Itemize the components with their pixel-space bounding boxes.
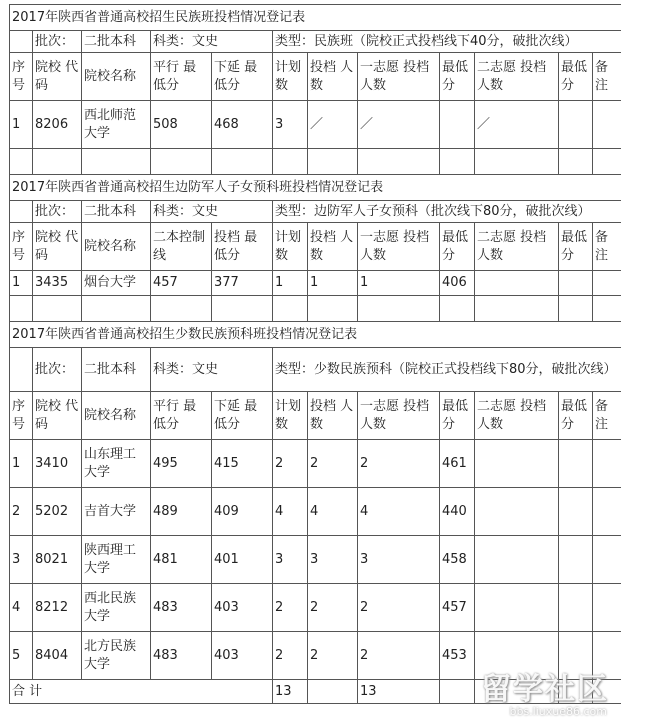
table-cell: 440 (440, 488, 475, 536)
meta-empty-cell (10, 201, 33, 223)
table-cell (559, 536, 593, 584)
table-cell: 陕西理工大学 (82, 536, 151, 584)
table-cell: 489 (151, 488, 212, 536)
table-cell: 1 (10, 440, 33, 488)
table-cell: 403 (212, 632, 273, 680)
total-row (10, 680, 622, 704)
empty-cell (308, 149, 358, 175)
table-cell: 457 (440, 584, 475, 632)
column-header: 序号 (10, 53, 33, 101)
batch-value: 二批本科 (82, 31, 151, 53)
table-cell (559, 440, 593, 488)
column-header: 一志愿 投档人数 (358, 223, 440, 271)
table-cell (593, 536, 622, 584)
table-cell: 2 (358, 440, 440, 488)
column-header: 最低分 (559, 53, 593, 101)
empty-cell (273, 149, 308, 175)
section-title: 2017年陕西省普通高校招生边防军人子女预科班投档情况登记表 (10, 175, 622, 201)
column-header: 最低分 (559, 223, 593, 271)
table-cell: 3 (308, 536, 358, 584)
table-row (10, 271, 622, 296)
table-cell: 西北民族大学 (82, 584, 151, 632)
table-cell: 1 (273, 271, 308, 296)
table-cell: 2 (273, 440, 308, 488)
table-row (10, 101, 622, 149)
column-header: 院校 代码 (33, 53, 82, 101)
column-header: 下延 最低分 (212, 53, 273, 101)
table-cell: 401 (212, 536, 273, 584)
table-cell: 山东理工大学 (82, 440, 151, 488)
batch-label: 批次： (33, 348, 82, 392)
column-header: 二志愿 投档人数 (475, 53, 559, 101)
column-header: 院校名称 (82, 223, 151, 271)
column-header: 平行 最低分 (151, 392, 212, 440)
table-cell (475, 488, 559, 536)
total-first-choice: 13 (358, 680, 440, 704)
column-header: 最低分 (559, 392, 593, 440)
table-cell: 481 (151, 536, 212, 584)
empty-cell (10, 149, 33, 175)
empty-cell (151, 149, 212, 175)
column-header: 备注 (593, 53, 622, 101)
empty-cell (593, 680, 622, 704)
table-cell: 457 (151, 271, 212, 296)
empty-cell (10, 296, 33, 322)
column-header: 院校名称 (82, 53, 151, 101)
table-cell: 3435 (33, 271, 82, 296)
table-cell: 4 (10, 584, 33, 632)
table-cell: 377 (212, 271, 273, 296)
column-header: 序号 (10, 223, 33, 271)
table-cell (559, 271, 593, 296)
table-cell: 483 (151, 584, 212, 632)
table-cell: 3410 (33, 440, 82, 488)
column-header: 投档 最低分 (212, 223, 273, 271)
table-cell: 4 (358, 488, 440, 536)
table-cell: 5202 (33, 488, 82, 536)
table-cell: 1 (10, 271, 33, 296)
column-header: 投档 人数 (308, 223, 358, 271)
table-cell: 5 (10, 632, 33, 680)
empty-cell (82, 149, 151, 175)
table-cell: 北方民族大学 (82, 632, 151, 680)
subject-label: 科类：文史 (151, 348, 273, 392)
column-header: 最低分 (440, 223, 475, 271)
table-cell: 8021 (33, 536, 82, 584)
table-cell: 1 (308, 271, 358, 296)
table-cell: 8404 (33, 632, 82, 680)
column-header: 投档 人数 (308, 392, 358, 440)
table-cell: ／ (358, 101, 440, 149)
batch-label: 批次： (33, 201, 82, 223)
table-cell: 3 (10, 536, 33, 584)
table-cell (593, 584, 622, 632)
table-cell: 4 (308, 488, 358, 536)
empty-cell (308, 680, 358, 704)
table-cell: 458 (440, 536, 475, 584)
column-header: 一志愿 投档人数 (358, 392, 440, 440)
table-cell: 吉首大学 (82, 488, 151, 536)
table-row (10, 440, 622, 488)
empty-cell (358, 296, 440, 322)
table-header-row (10, 223, 622, 271)
empty-cell (593, 149, 622, 175)
meta-empty-cell (10, 31, 33, 53)
empty-cell (475, 296, 559, 322)
section-meta-row (10, 348, 622, 392)
table-cell: 415 (212, 440, 273, 488)
column-header: 最低分 (440, 392, 475, 440)
table-cell (593, 632, 622, 680)
empty-cell (440, 149, 475, 175)
table-cell: ／ (475, 101, 559, 149)
column-header: 院校名称 (82, 392, 151, 440)
section-title-row (10, 175, 622, 201)
table-cell (559, 584, 593, 632)
type-label: 类型：边防军人子女预科（批次线下80分，破批次线） (273, 201, 622, 223)
table-cell: 453 (440, 632, 475, 680)
table-cell: 烟台大学 (82, 271, 151, 296)
subject-label: 科类：文史 (151, 201, 273, 223)
empty-cell (33, 149, 82, 175)
table-cell: 2 (358, 632, 440, 680)
table-cell: ／ (308, 101, 358, 149)
table-cell: 403 (212, 584, 273, 632)
meta-empty-cell (10, 348, 33, 392)
batch-value: 二批本科 (82, 201, 151, 223)
section-meta-row (10, 201, 622, 223)
total-plan: 13 (273, 680, 308, 704)
column-header: 序号 (10, 392, 33, 440)
table-cell: 2 (308, 584, 358, 632)
blank-row (10, 296, 622, 322)
table-row (10, 584, 622, 632)
table-cell: 2 (358, 584, 440, 632)
table-cell (559, 632, 593, 680)
section-meta-row (10, 31, 622, 53)
watermark-url: bbs.liuxue86.com (509, 705, 607, 718)
table-cell: 461 (440, 440, 475, 488)
empty-cell (475, 149, 559, 175)
table-cell: 2 (10, 488, 33, 536)
admission-table (9, 4, 621, 704)
table-cell (593, 440, 622, 488)
table-cell: 2 (308, 440, 358, 488)
table-cell (593, 271, 622, 296)
empty-cell (308, 296, 358, 322)
table-cell (440, 101, 475, 149)
batch-label: 批次： (33, 31, 82, 53)
table-cell: 1 (358, 271, 440, 296)
subject-label: 科类：文史 (151, 31, 273, 53)
table-cell: 495 (151, 440, 212, 488)
column-header: 计划数 (273, 53, 308, 101)
table-cell (559, 101, 593, 149)
column-header: 二本控制线 (151, 223, 212, 271)
empty-cell (212, 149, 273, 175)
table-cell (475, 632, 559, 680)
watermark-logo: 留学社区 (481, 672, 609, 707)
empty-cell (475, 680, 559, 704)
column-header: 一志愿 投档人数 (358, 53, 440, 101)
empty-cell (559, 149, 593, 175)
table-cell: 8212 (33, 584, 82, 632)
empty-cell (559, 296, 593, 322)
column-header: 院校 代码 (33, 392, 82, 440)
table-cell (475, 440, 559, 488)
table-cell: 3 (358, 536, 440, 584)
column-header: 平行 最低分 (151, 53, 212, 101)
table-cell: 1 (10, 101, 33, 149)
table-header-row (10, 392, 622, 440)
table-cell: 508 (151, 101, 212, 149)
column-header: 二志愿 投档人数 (475, 223, 559, 271)
column-header: 备注 (593, 223, 622, 271)
empty-cell (440, 680, 475, 704)
section-title: 2017年陕西省普通高校招生少数民族预科班投档情况登记表 (10, 322, 622, 348)
table-cell: 3 (273, 101, 308, 149)
section-title-row (10, 322, 622, 348)
type-label: 类型：民族班（院校正式投档线下40分，破批次线） (273, 31, 622, 53)
section-title: 2017年陕西省普通高校招生民族班投档情况登记表 (10, 5, 622, 31)
table-cell: 406 (440, 271, 475, 296)
table-cell: 483 (151, 632, 212, 680)
table-cell: 4 (273, 488, 308, 536)
table-cell: 8206 (33, 101, 82, 149)
blank-row (10, 149, 622, 175)
batch-value: 二批本科 (82, 348, 151, 392)
column-header: 计划数 (273, 223, 308, 271)
table-cell (475, 271, 559, 296)
column-header: 投档 人数 (308, 53, 358, 101)
document-page (9, 4, 621, 722)
table-row (10, 632, 622, 680)
table-row (10, 488, 622, 536)
type-label: 类型：少数民族预科（院校正式投档线下80分，破批次线） (273, 348, 622, 392)
empty-cell (358, 149, 440, 175)
table-cell: 西北师范大学 (82, 101, 151, 149)
table-body (10, 5, 622, 704)
table-cell: 2 (308, 632, 358, 680)
table-cell: 409 (212, 488, 273, 536)
table-cell (559, 488, 593, 536)
table-row (10, 536, 622, 584)
table-cell: 2 (273, 584, 308, 632)
empty-cell (593, 296, 622, 322)
column-header: 二志愿 投档人数 (475, 392, 559, 440)
table-cell: 468 (212, 101, 273, 149)
empty-cell (82, 296, 151, 322)
table-cell: 3 (273, 536, 308, 584)
column-header: 计划数 (273, 392, 308, 440)
column-header: 备注 (593, 392, 622, 440)
empty-cell (440, 296, 475, 322)
column-header: 下延 最低分 (212, 392, 273, 440)
table-cell: 2 (273, 632, 308, 680)
table-header-row (10, 53, 622, 101)
table-cell (475, 536, 559, 584)
column-header: 最低分 (440, 53, 475, 101)
total-label: 合 计 (10, 680, 273, 704)
empty-cell (151, 296, 212, 322)
table-cell (593, 101, 622, 149)
table-cell (475, 584, 559, 632)
table-cell (593, 488, 622, 536)
empty-cell (273, 296, 308, 322)
empty-cell (33, 296, 82, 322)
column-header: 院校 代码 (33, 223, 82, 271)
empty-cell (559, 680, 593, 704)
section-title-row (10, 5, 622, 31)
empty-cell (212, 296, 273, 322)
